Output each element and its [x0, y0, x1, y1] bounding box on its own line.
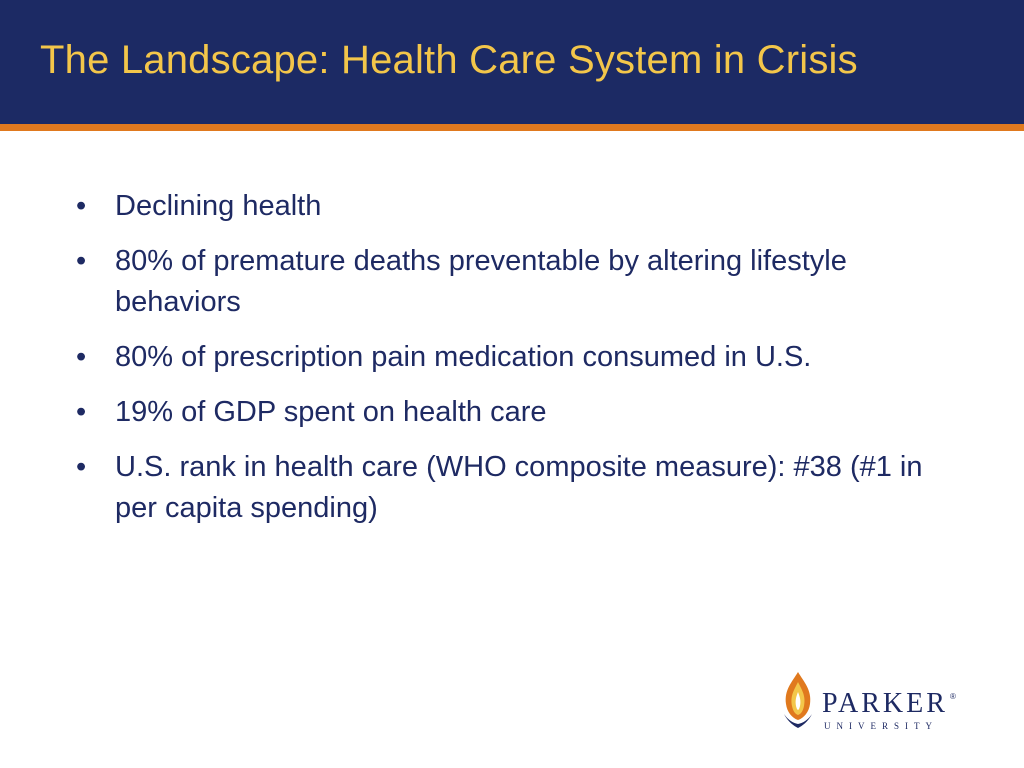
bullet-text: 19% of GDP spent on health care [115, 396, 547, 428]
bullet-dot: • [76, 341, 87, 373]
title-divider [0, 124, 1024, 131]
bullet-text: 80% of premature deaths preventable by altering lifestyle behaviors [115, 245, 847, 318]
logo-wordmark: PARKER [822, 688, 948, 719]
bullet-dot: • [76, 190, 87, 222]
parker-university-logo [780, 670, 980, 740]
bullet-dot: • [76, 245, 87, 277]
bullet-text: Declining health [115, 190, 322, 222]
logo-subtitle: UNIVERSITY [824, 721, 938, 731]
bullet-item [70, 241, 970, 323]
bullet-item [70, 186, 970, 227]
flame-icon [780, 670, 816, 730]
bullet-list [70, 186, 970, 543]
bullet-text: 80% of prescription pain medication consumed in U.S. [115, 341, 812, 373]
bullet-item [70, 392, 970, 433]
slide-title: The Landscape: Health Care System in Crisis [40, 38, 858, 82]
bullet-dot: • [76, 396, 87, 428]
title-bar [0, 0, 1024, 124]
bullet-item [70, 447, 970, 529]
registered-mark: ® [950, 692, 956, 701]
bullet-text: U.S. rank in health care (WHO composite measure): #38 (#1 in per capita spending) [115, 451, 923, 524]
bullet-item [70, 337, 970, 378]
bullet-dot: • [76, 451, 87, 483]
